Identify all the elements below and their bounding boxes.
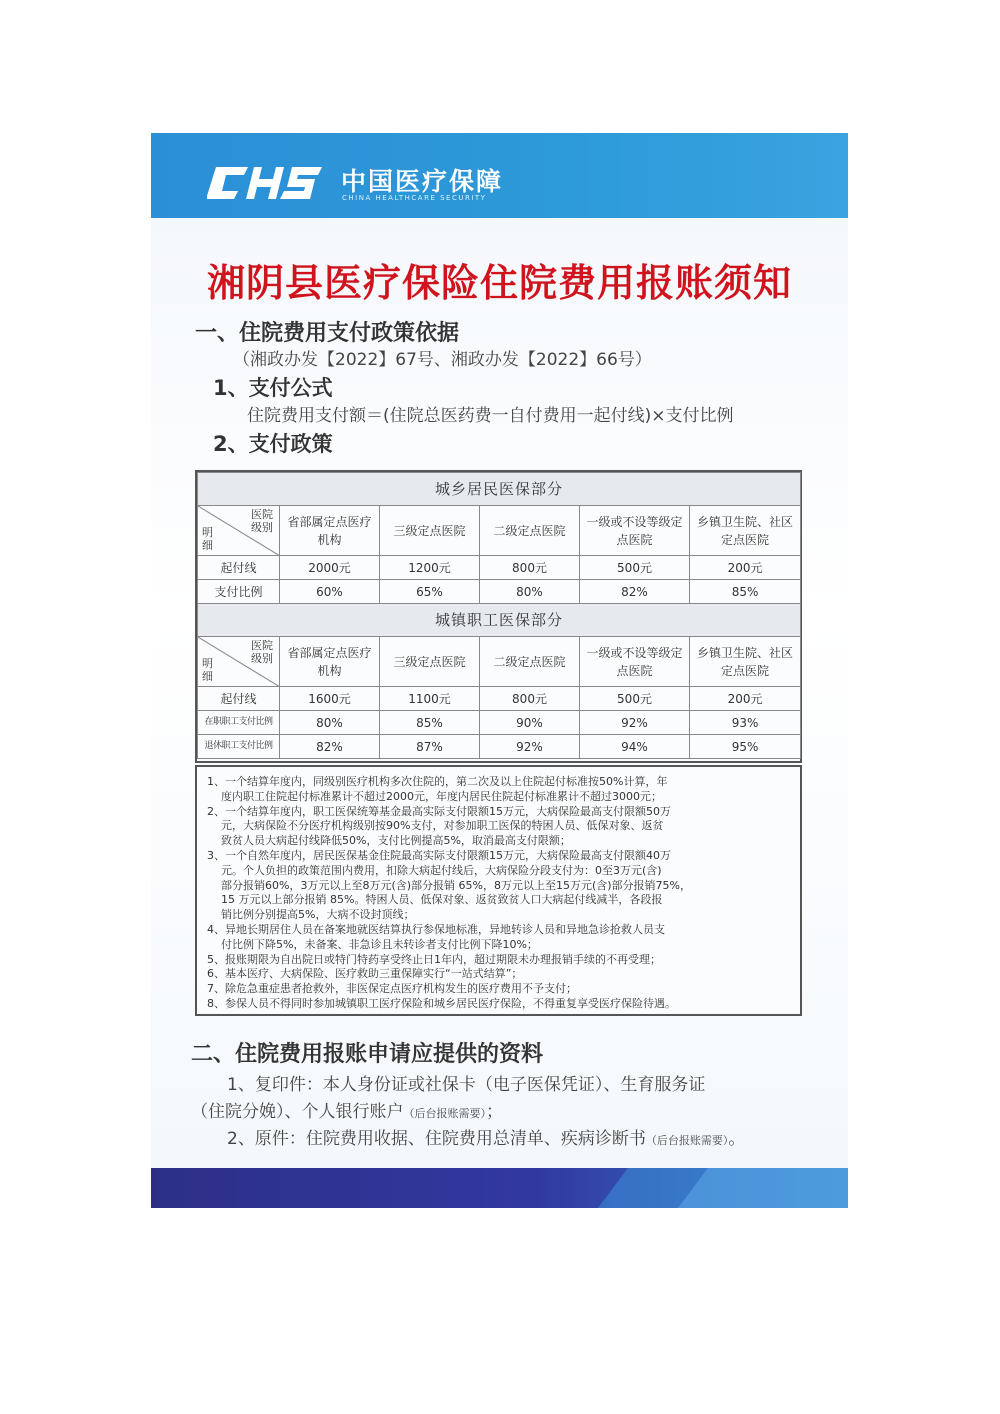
table-cell: 94% [580,735,690,759]
employee-col-header: 省部属定点医疗机构 [280,637,380,687]
table-cell: 65% [380,580,480,604]
footer-band [151,1168,848,1208]
row-label: 退休职工支付比例 [198,735,280,759]
note-item: 6、基本医疗、大病保险、医疗救助三重保障实行“一站式结算”； [207,967,523,981]
policy-heading: 2、支付政策 [213,432,333,456]
note-item: 5、报账期限为自出院日或特门特药享受终止日1年内，超过期限未办理报销手续的不再受理； [207,952,661,966]
row-label: 起付线 [198,556,280,580]
payment-formula: 住院费用支付额＝(住院总医药费一自付费用一起付线)×支付比例 [247,406,734,426]
table-cell: 92% [580,711,690,735]
table-cell: 60% [280,580,380,604]
formula-heading: 1、支付公式 [213,376,333,400]
table-cell: 82% [580,580,690,604]
section2-heading: 二、住院费用报账申请应提供的资料 [191,1042,544,1067]
resident-col-header: 一级或不设等级定点医院 [580,506,690,556]
table-cell: 2000元 [280,556,380,580]
logo-english-name: CHINA HEALTHCARE SECURITY [342,194,487,202]
table-cell: 1100元 [380,687,480,711]
table-cell: 87% [380,735,480,759]
resident-diagonal-header: 医院 级别 明 细 [198,506,280,556]
employee-col-header: 三级定点医院 [380,637,480,687]
table-row [198,556,801,580]
materials-copies-cont: （住院分娩）、个人银行账户（后台报账需要）； [191,1102,503,1122]
table-cell: 80% [280,711,380,735]
table-cell: 1200元 [380,556,480,580]
row-label: 在职职工支付比例 [198,711,280,735]
employee-col-header: 一级或不设等级定点医院 [580,637,690,687]
table-row [198,735,801,759]
row-label: 支付比例 [198,580,280,604]
table-cell: 80% [480,580,580,604]
table-cell: 82% [280,735,380,759]
table-cell: 85% [380,711,480,735]
employee-col-header: 二级定点医院 [480,637,580,687]
resident-col-header: 二级定点医院 [480,506,580,556]
note-item: 8、参保人员不得同时参加城镇职工医疗保险和城乡居民医疗保险，不得重复享受医疗保险待遇。 [207,996,676,1010]
resident-group-title: 城乡居民医保部分 [198,473,801,506]
table-row [198,687,801,711]
note-item: 1、一个结算年度内，同级别医疗机构多次住院的，第二次及以上住院起付标准按50%计算，年 度内职工住院起付标准累计不超过2000元，年度内居民住院起付标准累计不超过3000元； [207,775,668,803]
resident-col-header: 省部属定点医疗机构 [280,506,380,556]
table-cell: 500元 [580,687,690,711]
note-item: 2、一个结算年度内，职工医保统筹基金最高实际支付限额15万元，大病保险最高支付限额50万 元，大病保险不分医疗机构级别按90%支付，对参加职工医保的特困人员、低保对象、返贫 致贫人员大病起付线降低50%，支付比例提高5%，取消最高支付限额； [207,804,671,848]
note-item: 3、一个自然年度内，居民医保基金住院最高实际支付限额15万元，大病保险最高支付限额40万 元。个人负担的政策范围内费用，扣除大病起付线后，大病保险分段支付为：0至3万元(含) 部分报销60%，3万元以上至8万元(含)部分报销 65%，8万元以上至15万元(含)部分报销75%， 15 万元以上部分报销 85%。特困人员、低保对象、返贫致贫人口大病起付线减半，各段报 销比例分别提高5%，大病不设封顶线； [207,848,692,922]
table-cell: 92% [480,735,580,759]
table-cell: 90% [480,711,580,735]
row-label: 起付线 [198,687,280,711]
chs-logo-icon [207,163,327,203]
resident-col-header: 乡镇卫生院、社区定点医院 [690,506,801,556]
table-cell: 95% [690,735,801,759]
note-item: 4、异地长期居住人员在备案地就医结算执行参保地标准，异地转诊人员和异地急诊抢救人员支 付比例下降5%，未备案、非急诊且未转诊者支付比例下降10%； [207,922,665,951]
table-cell: 200元 [690,556,801,580]
employee-col-header: 乡镇卫生院、社区定点医院 [690,637,801,687]
table-cell: 1600元 [280,687,380,711]
table-row [198,711,801,735]
policy-notes [195,765,802,1016]
table-row [198,580,801,604]
table-cell: 200元 [690,687,801,711]
table-cell: 800元 [480,556,580,580]
policy-table-frame [195,470,802,763]
materials-originals: 2、原件：住院费用收据、住院费用总清单、疾病诊断书（后台报账需要）。 [227,1129,746,1149]
header-band [151,133,848,218]
policy-basis: （湘政办发【2022】67号、湘政办发【2022】66号） [233,350,652,370]
employee-diagonal-header: 医院 级别 明 细 [198,637,280,687]
note-item: 7、除危急重症患者抢救外，非医保定点医疗机构发生的医疗费用不予支付； [207,982,577,996]
table-cell: 85% [690,580,801,604]
resident-col-header: 三级定点医院 [380,506,480,556]
table-cell: 500元 [580,556,690,580]
poster [151,133,848,1208]
table-cell: 800元 [480,687,580,711]
footer-stripe-decoration [588,1168,848,1208]
table-cell: 93% [690,711,801,735]
logo-chinese-name: 中国医疗保障 [341,167,504,196]
section1-heading: 一、住院费用支付政策依据 [195,321,460,346]
page-title: 湘阴县医疗保险住院费用报账须知 [206,260,792,305]
employee-group-title: 城镇职工医保部分 [198,604,801,637]
policy-table [197,472,801,759]
materials-copies: 1、复印件：本人身份证或社保卡（电子医保凭证）、生育服务证 [227,1075,706,1095]
